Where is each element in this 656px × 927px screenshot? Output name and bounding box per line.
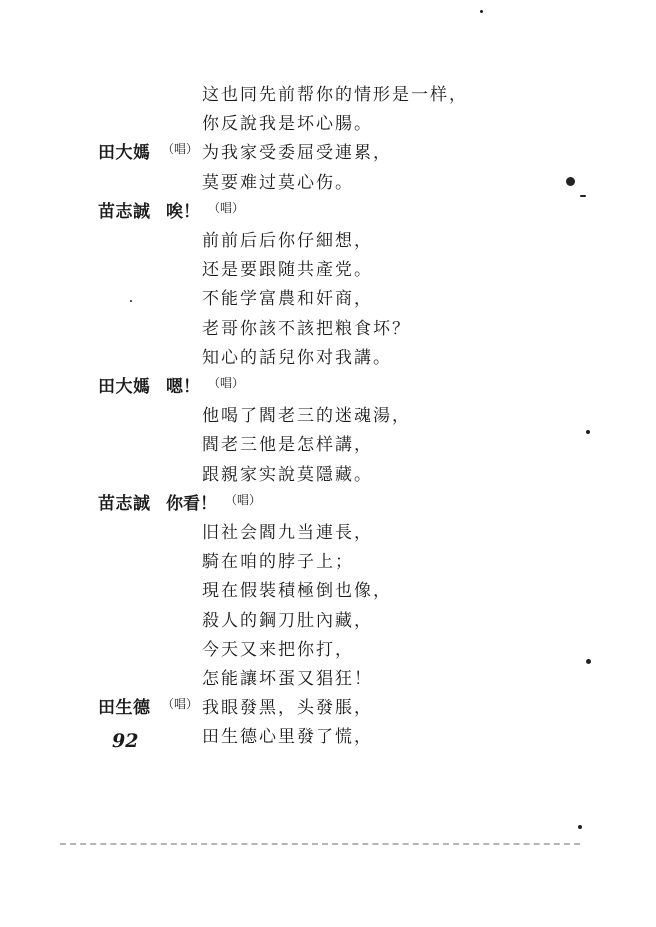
script-line [0,606,656,636]
stage-direction: （唱） [162,697,199,712]
lyric-text: 現在假裝積極倒也像， [202,581,392,602]
stage-direction: （唱） [162,142,199,157]
script-line [0,547,656,577]
ink-speck [580,195,586,197]
lyric-text: 前前后后你仔細想， [202,231,373,251]
lyric-text: 怎能讓坏蛋又猖狂！ [202,669,373,689]
script-line [0,693,656,723]
lyric-text: 还是要跟随共產党。 [202,260,373,281]
lyric-text: 这也同先前帮你的情形是一样， [202,85,468,105]
lyric-text: 他喝了閻老三的迷魂湯， [202,406,411,427]
script-line [0,138,656,168]
ink-speck [586,659,591,664]
script-line [0,314,656,344]
stage-direction: （唱） [208,376,245,390]
lyric-text: 你反說我是坏心腸。 [202,114,373,135]
stage-direction: （唱） [225,492,262,507]
ink-speck [586,430,590,434]
script-line [0,197,656,227]
stage-direction: （唱） [208,200,245,215]
script-line [0,255,656,285]
script-line [0,430,656,460]
lyric-text: 老哥你該不該把粮食坏？ [202,318,411,339]
scan-edge [60,843,580,845]
speaker-name: 苗志誠 [98,201,151,222]
ink-speck [566,177,575,186]
lyric-text: 知心的話兒你对我講。 [202,347,392,368]
ink-speck [578,825,582,829]
exclamation: 你看！ [166,493,217,514]
lyric-text: 跟親家实說莫隱藏。 [202,464,373,485]
script-line [0,635,656,665]
speaker-name: 田大媽 [98,377,151,397]
exclamation: 唉！ [166,201,200,222]
ink-speck [130,300,132,302]
lyric-text: 为我家受委屈受連累， [202,143,392,164]
script-line [0,576,656,606]
ink-speck [480,10,483,13]
script-line [0,372,656,402]
script-line [0,168,656,198]
lyric-text: 田生德心里發了慌， [202,727,373,748]
script-line [0,460,656,490]
lyric-text: 殺人的鋼刀肚內藏， [202,610,373,631]
script-line [0,489,656,519]
script-line [0,401,656,431]
speaker-name: 田大媽 [98,143,151,164]
script-line [0,109,656,139]
script-line [0,518,656,548]
script-line [0,664,656,694]
lyric-text: 閻老三他是怎样講， [202,435,373,456]
lyric-text: 莫要难过莫心伤。 [202,172,354,193]
lyric-text: 今天又来把你打， [202,639,354,660]
script-line [0,284,656,314]
script-line [0,343,656,373]
speaker-name: 田生德 [98,698,151,719]
script-line [0,722,656,752]
lyric-text: 騎在咱的脖子上； [202,552,354,573]
speaker-name: 苗志誠 [98,493,151,514]
page-number: 92 [112,730,139,752]
lyric-text: 我眼發黑，头發脹， [202,698,373,719]
lyric-text: 不能学富農和奸商， [202,289,373,310]
script-line [0,226,656,256]
script-line [0,80,656,110]
exclamation: 嗯！ [166,377,200,397]
lyric-text: 旧社会閻九当連長， [202,523,373,543]
